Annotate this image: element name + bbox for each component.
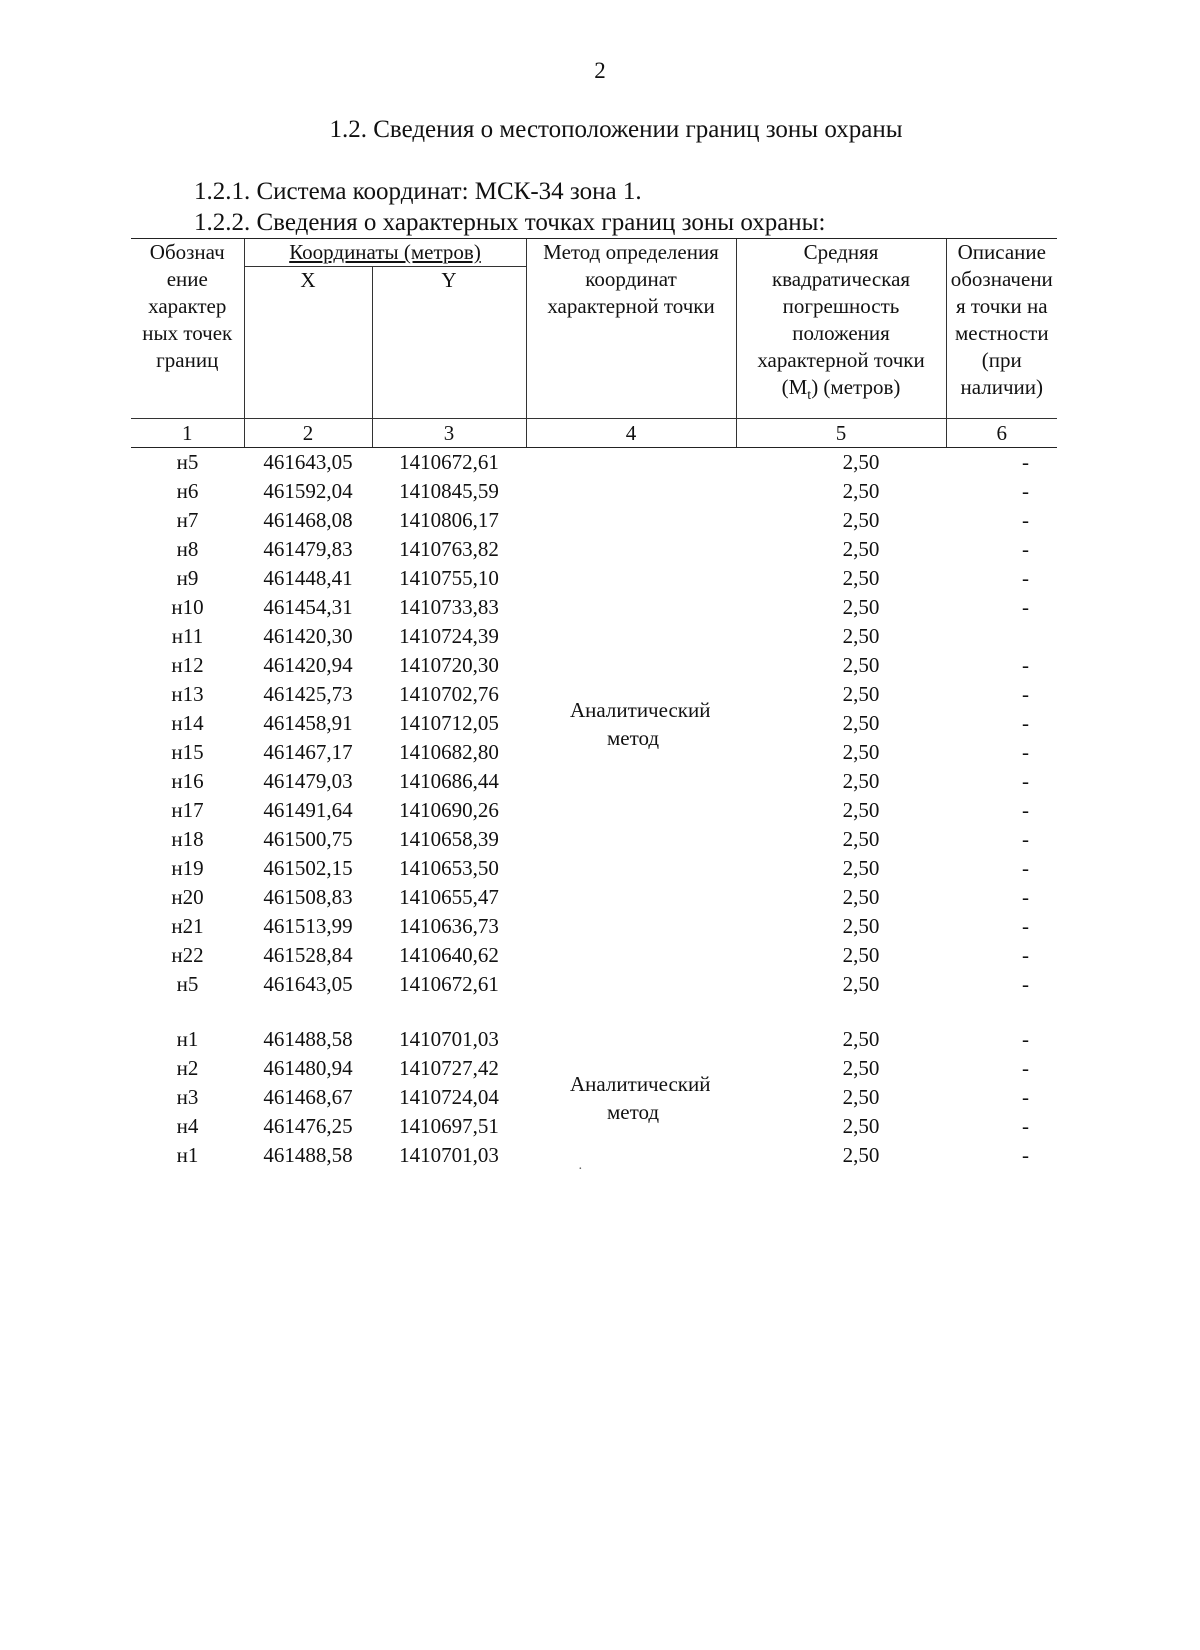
page-number: 2: [594, 58, 606, 83]
mean-error: 2,50: [842, 827, 880, 851]
point-designation: н14: [171, 711, 204, 735]
mean-error: 2,50: [842, 1085, 880, 1109]
point-description: -: [1022, 856, 1030, 880]
mean-error: 2,50: [842, 1114, 880, 1138]
point-designation: н4: [176, 1114, 199, 1138]
point-designation: н21: [171, 914, 204, 938]
boundary-points-table: [131, 238, 1057, 1170]
column-number: 1: [131, 419, 244, 448]
spacer-cell: [131, 999, 244, 1025]
coord-x: 461643,05: [263, 450, 353, 474]
coord-y: 1410636,73: [399, 914, 499, 938]
point-description: [946, 622, 1057, 651]
method-cell: Аналитический метод: [570, 697, 711, 750]
point-description: -: [1022, 972, 1030, 996]
header-coordinates: Координаты (метров): [244, 239, 526, 267]
point-description: -: [1022, 740, 1030, 764]
point-description: -: [1022, 914, 1030, 938]
coord-y: 1410701,03: [399, 1143, 499, 1167]
coord-x: 461467,17: [263, 740, 353, 764]
header-method: Метод определения координат характерной точки: [526, 239, 736, 419]
point-description: -: [1022, 595, 1030, 619]
point-designation: н6: [176, 479, 199, 503]
point-description: -: [1022, 479, 1030, 503]
point-description: -: [1022, 1143, 1030, 1167]
point-description: -: [1022, 885, 1030, 909]
coord-y: 1410682,80: [399, 740, 499, 764]
point-designation: н2: [176, 1056, 199, 1080]
point-designation: н1: [176, 1143, 199, 1167]
header-x: X: [244, 267, 372, 419]
point-description: -: [1022, 769, 1030, 793]
coord-x: 461468,67: [263, 1085, 353, 1109]
point-description: -: [1022, 798, 1030, 822]
coord-y: 1410690,26: [399, 798, 499, 822]
coord-y: 1410697,51: [399, 1114, 499, 1138]
coord-y: 1410672,61: [399, 450, 499, 474]
method-cell: Аналитический метод: [570, 1071, 711, 1124]
point-designation: н11: [171, 624, 204, 648]
coordinate-system-line: 1.2.1. Система координат: МСК-34 зона 1.: [194, 178, 642, 205]
point-designation: н5: [176, 450, 199, 474]
spacer-cell: [736, 999, 946, 1025]
coord-y: 1410658,39: [399, 827, 499, 851]
spacer-cell: [526, 999, 736, 1025]
point-designation: н17: [171, 798, 204, 822]
mean-error: 2,50: [842, 972, 880, 996]
point-description: -: [1022, 537, 1030, 561]
coord-y: 1410845,59: [399, 479, 499, 503]
coord-y: 1410733,83: [399, 595, 499, 619]
mean-error: 2,50: [842, 711, 880, 735]
coord-y: 1410701,03: [399, 1027, 499, 1051]
point-description: -: [1022, 711, 1030, 735]
coord-x: 461420,30: [263, 624, 353, 648]
mean-error: 2,50: [842, 595, 880, 619]
coord-y: 1410640,62: [399, 943, 499, 967]
header-point-designation: Обознач ение характер ных точек границ: [131, 239, 244, 419]
coord-y: 1410720,30: [399, 653, 499, 677]
point-description: -: [1022, 682, 1030, 706]
coord-y: 1410727,42: [399, 1056, 499, 1080]
point-designation: н15: [171, 740, 204, 764]
point-designation: н19: [171, 856, 204, 880]
mean-error: 2,50: [842, 885, 880, 909]
coord-x: 461491,64: [263, 798, 353, 822]
point-description: -: [1022, 1027, 1030, 1051]
point-designation: н1: [176, 1027, 199, 1051]
mean-error: 2,50: [842, 1143, 880, 1167]
mean-error: 2,50: [842, 769, 880, 793]
coord-y: 1410755,10: [399, 566, 499, 590]
point-description: -: [1022, 827, 1030, 851]
point-designation: н20: [171, 885, 204, 909]
mean-error: 2,50: [842, 479, 880, 503]
mean-error: 2,50: [842, 682, 880, 706]
point-designation: н18: [171, 827, 204, 851]
point-designation: н3: [176, 1085, 199, 1109]
point-description: -: [1022, 653, 1030, 677]
coord-x: 461479,03: [263, 769, 353, 793]
point-description: -: [1022, 1114, 1030, 1138]
coord-x: 461480,94: [263, 1056, 353, 1080]
point-designation: н9: [176, 566, 199, 590]
header-description: Описание обозначени я точки на местности (при наличии): [946, 239, 1057, 419]
coord-x: 461448,41: [263, 566, 353, 590]
mean-error: 2,50: [842, 653, 880, 677]
spacer-cell: [244, 999, 372, 1025]
coord-y: 1410686,44: [399, 769, 499, 793]
mean-error: 2,50: [842, 624, 880, 648]
point-designation: н10: [171, 595, 204, 619]
coord-x: 461528,84: [263, 943, 353, 967]
column-number: 3: [372, 419, 526, 448]
table-row: [131, 448, 1057, 478]
point-description: -: [1022, 508, 1030, 532]
spacer-cell: [946, 999, 1057, 1025]
mean-error: 2,50: [842, 914, 880, 938]
coord-y: 1410672,61: [399, 972, 499, 996]
coord-y: 1410655,47: [399, 885, 499, 909]
coord-x: 461488,58: [263, 1143, 353, 1167]
mean-error: 2,50: [842, 798, 880, 822]
coord-x: 461454,31: [263, 595, 353, 619]
coord-x: 461425,73: [263, 682, 353, 706]
point-designation: н22: [171, 943, 204, 967]
point-designation: н8: [176, 537, 199, 561]
section-title: 1.2. Сведения о местоположении границ зоны охраны: [329, 116, 903, 143]
column-number: 2: [244, 419, 372, 448]
coord-x: 461479,83: [263, 537, 353, 561]
mean-error: 2,50: [842, 740, 880, 764]
table-row: [131, 1025, 1057, 1054]
coord-x: 461420,94: [263, 653, 353, 677]
coord-x: 461643,05: [263, 972, 353, 996]
point-designation: н7: [176, 508, 199, 532]
mean-error: 2,50: [842, 537, 880, 561]
coord-x: 461500,75: [263, 827, 353, 851]
point-description: -: [1022, 1056, 1030, 1080]
point-description: -: [1022, 450, 1030, 474]
coord-y: 1410653,50: [399, 856, 499, 880]
coord-x: 461502,15: [263, 856, 353, 880]
coord-y: 1410724,39: [399, 624, 499, 648]
mean-error: 2,50: [842, 1027, 880, 1051]
coord-x: 461468,08: [263, 508, 353, 532]
coord-x: 461592,04: [263, 479, 353, 503]
column-numbers-row: [131, 419, 1057, 448]
mean-error: 2,50: [842, 508, 880, 532]
point-designation: н13: [171, 682, 204, 706]
mean-error: 2,50: [842, 450, 880, 474]
point-description: -: [1022, 566, 1030, 590]
mean-error: 2,50: [842, 856, 880, 880]
mean-error: 2,50: [842, 566, 880, 590]
column-number: 4: [526, 419, 736, 448]
point-designation: н16: [171, 769, 204, 793]
column-number: 5: [736, 419, 946, 448]
spacer-cell: [372, 999, 526, 1025]
coord-x: 461458,91: [263, 711, 353, 735]
scan-speck: ·: [578, 1162, 583, 1177]
points-section-title: 1.2.2. Сведения о характерных точках границ зоны охраны:: [194, 209, 826, 236]
coord-x: 461488,58: [263, 1027, 353, 1051]
coord-y: 1410806,17: [399, 508, 499, 532]
header-y: Y: [372, 267, 526, 419]
group-spacer-row: [131, 999, 1057, 1025]
coord-x: 461476,25: [263, 1114, 353, 1138]
coord-y: 1410702,76: [399, 682, 499, 706]
coord-x: 461508,83: [263, 885, 353, 909]
point-designation: н12: [171, 653, 204, 677]
point-description: -: [1022, 943, 1030, 967]
header-mean-error: Средняя квадратическая погрешность положения характерной точки $(M_t)$ (метров): [736, 239, 946, 419]
coord-y: 1410712,05: [399, 711, 499, 735]
point-designation: н5: [176, 972, 199, 996]
coord-x: 461513,99: [263, 914, 353, 938]
column-number: 6: [946, 419, 1057, 448]
mean-error: 2,50: [842, 1056, 880, 1080]
mean-error: 2,50: [842, 943, 880, 967]
coord-y: 1410724,04: [399, 1085, 499, 1109]
coord-y: 1410763,82: [399, 537, 499, 561]
point-description: -: [1022, 1085, 1030, 1109]
table-body: [131, 448, 1057, 1171]
